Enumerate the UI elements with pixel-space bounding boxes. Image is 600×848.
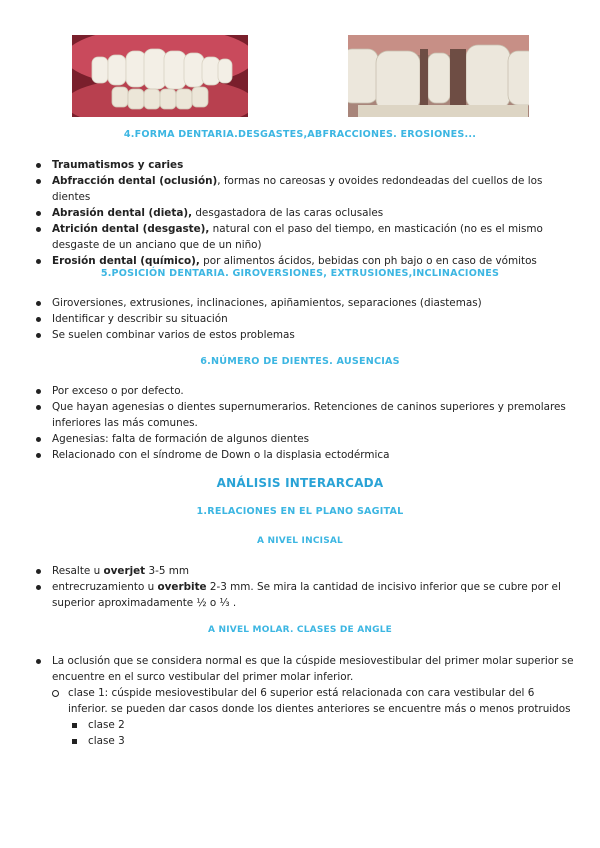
list-item: Agenesias: falta de formación de algunos dientes	[34, 431, 574, 447]
heading-analisis-interarcada: ANÁLISIS INTERARCADA	[216, 476, 384, 490]
list-item: entrecruzamiento u overbite 2-3 mm. Se mira la cantidad de incisivo inferior que se cubre por el superior aproximadamente ½ o ⅓ .	[34, 579, 574, 611]
heading-forma-dentaria: 4.FORMA DENTARIA.DESGASTES,ABFRACCIONES. EROSIONES...	[123, 129, 477, 140]
list-item: Abfracción dental (oclusión), formas no careosas y ovoides redondeadas del cuellos de los dientes	[34, 173, 574, 205]
teeth-photo-diastema	[348, 35, 529, 117]
list-numero-dientes	[34, 383, 574, 463]
heading-numero-dientes: 6.NÚMERO DE DIENTES. AUSENCIAS	[200, 356, 400, 367]
teeth-photo-crowding	[72, 35, 248, 117]
list-item-clase-3: clase 3	[70, 733, 574, 749]
list-item: Se suelen combinar varios de estos problemas	[34, 327, 574, 343]
heading-nivel-molar: A NIVEL MOLAR. CLASES DE ANGLE	[208, 625, 392, 635]
list-nivel-molar	[34, 653, 574, 749]
list-item: Abrasión dental (dieta), desgastadora de las caras oclusales	[34, 205, 574, 221]
list-item: Relacionado con el síndrome de Down o la displasia ectodérmica	[34, 447, 574, 463]
sublist-clases-2-3	[70, 717, 574, 749]
list-item: Por exceso o por defecto.	[34, 383, 574, 399]
list-item: Giroversiones, extrusiones, inclinaciones, apiñamientos, separaciones (diastemas)	[34, 295, 574, 311]
heading-plano-sagital: 1.RELACIONES EN EL PLANO SAGITAL	[196, 506, 404, 517]
list-posicion-dentaria	[34, 295, 574, 343]
heading-posicion-dentaria: 5.POSICIÓN DENTARIA. GIROVERSIONES, EXTRUSIONES,INCLINACIONES	[100, 268, 500, 279]
list-forma-dentaria	[34, 157, 574, 269]
list-item: Resalte u overjet 3-5 mm	[34, 563, 574, 579]
list-item: Atrición dental (desgaste), natural con el paso del tiempo, en masticación (no es el mismo desgaste de un anciano que de un niño)	[34, 221, 574, 253]
list-item: Identificar y describir su situación	[34, 311, 574, 327]
sublist-clases	[52, 685, 574, 749]
heading-nivel-incisal: A NIVEL INCISAL	[257, 536, 343, 546]
list-item: Erosión dental (químico), por alimentos ácidos, bebidas con ph bajo o en caso de vómitos	[34, 253, 574, 269]
list-item: Traumatismos y caries	[34, 157, 574, 173]
list-item-clase-2: clase 2	[70, 717, 574, 733]
list-item: Que hayan agenesias o dientes supernumerarios. Retenciones de caninos superiores y premolares inferiores las más comunes.	[34, 399, 574, 431]
list-item-clase-1: clase 1: cúspide mesiovestibular del 6 superior está relacionada con cara vestibular del 6 inferior. se pueden dar casos donde los dientes anteriores se encuentre más o menos protruidos clase 2 clase 3	[52, 685, 574, 749]
list-nivel-incisal	[34, 563, 574, 611]
list-item: La oclusión que se considera normal es que la cúspide mesiovestibular del primer molar superior se encuentre en el surco vestibular del primer molar inferior. clase 1: cúspide mesiovestibular del 6 superior está relacionada con cara vestibular del 6 inferior. se pueden dar casos donde los dientes anteriores se encuentre más o menos protruidos clase 2 clase 3	[34, 653, 574, 749]
